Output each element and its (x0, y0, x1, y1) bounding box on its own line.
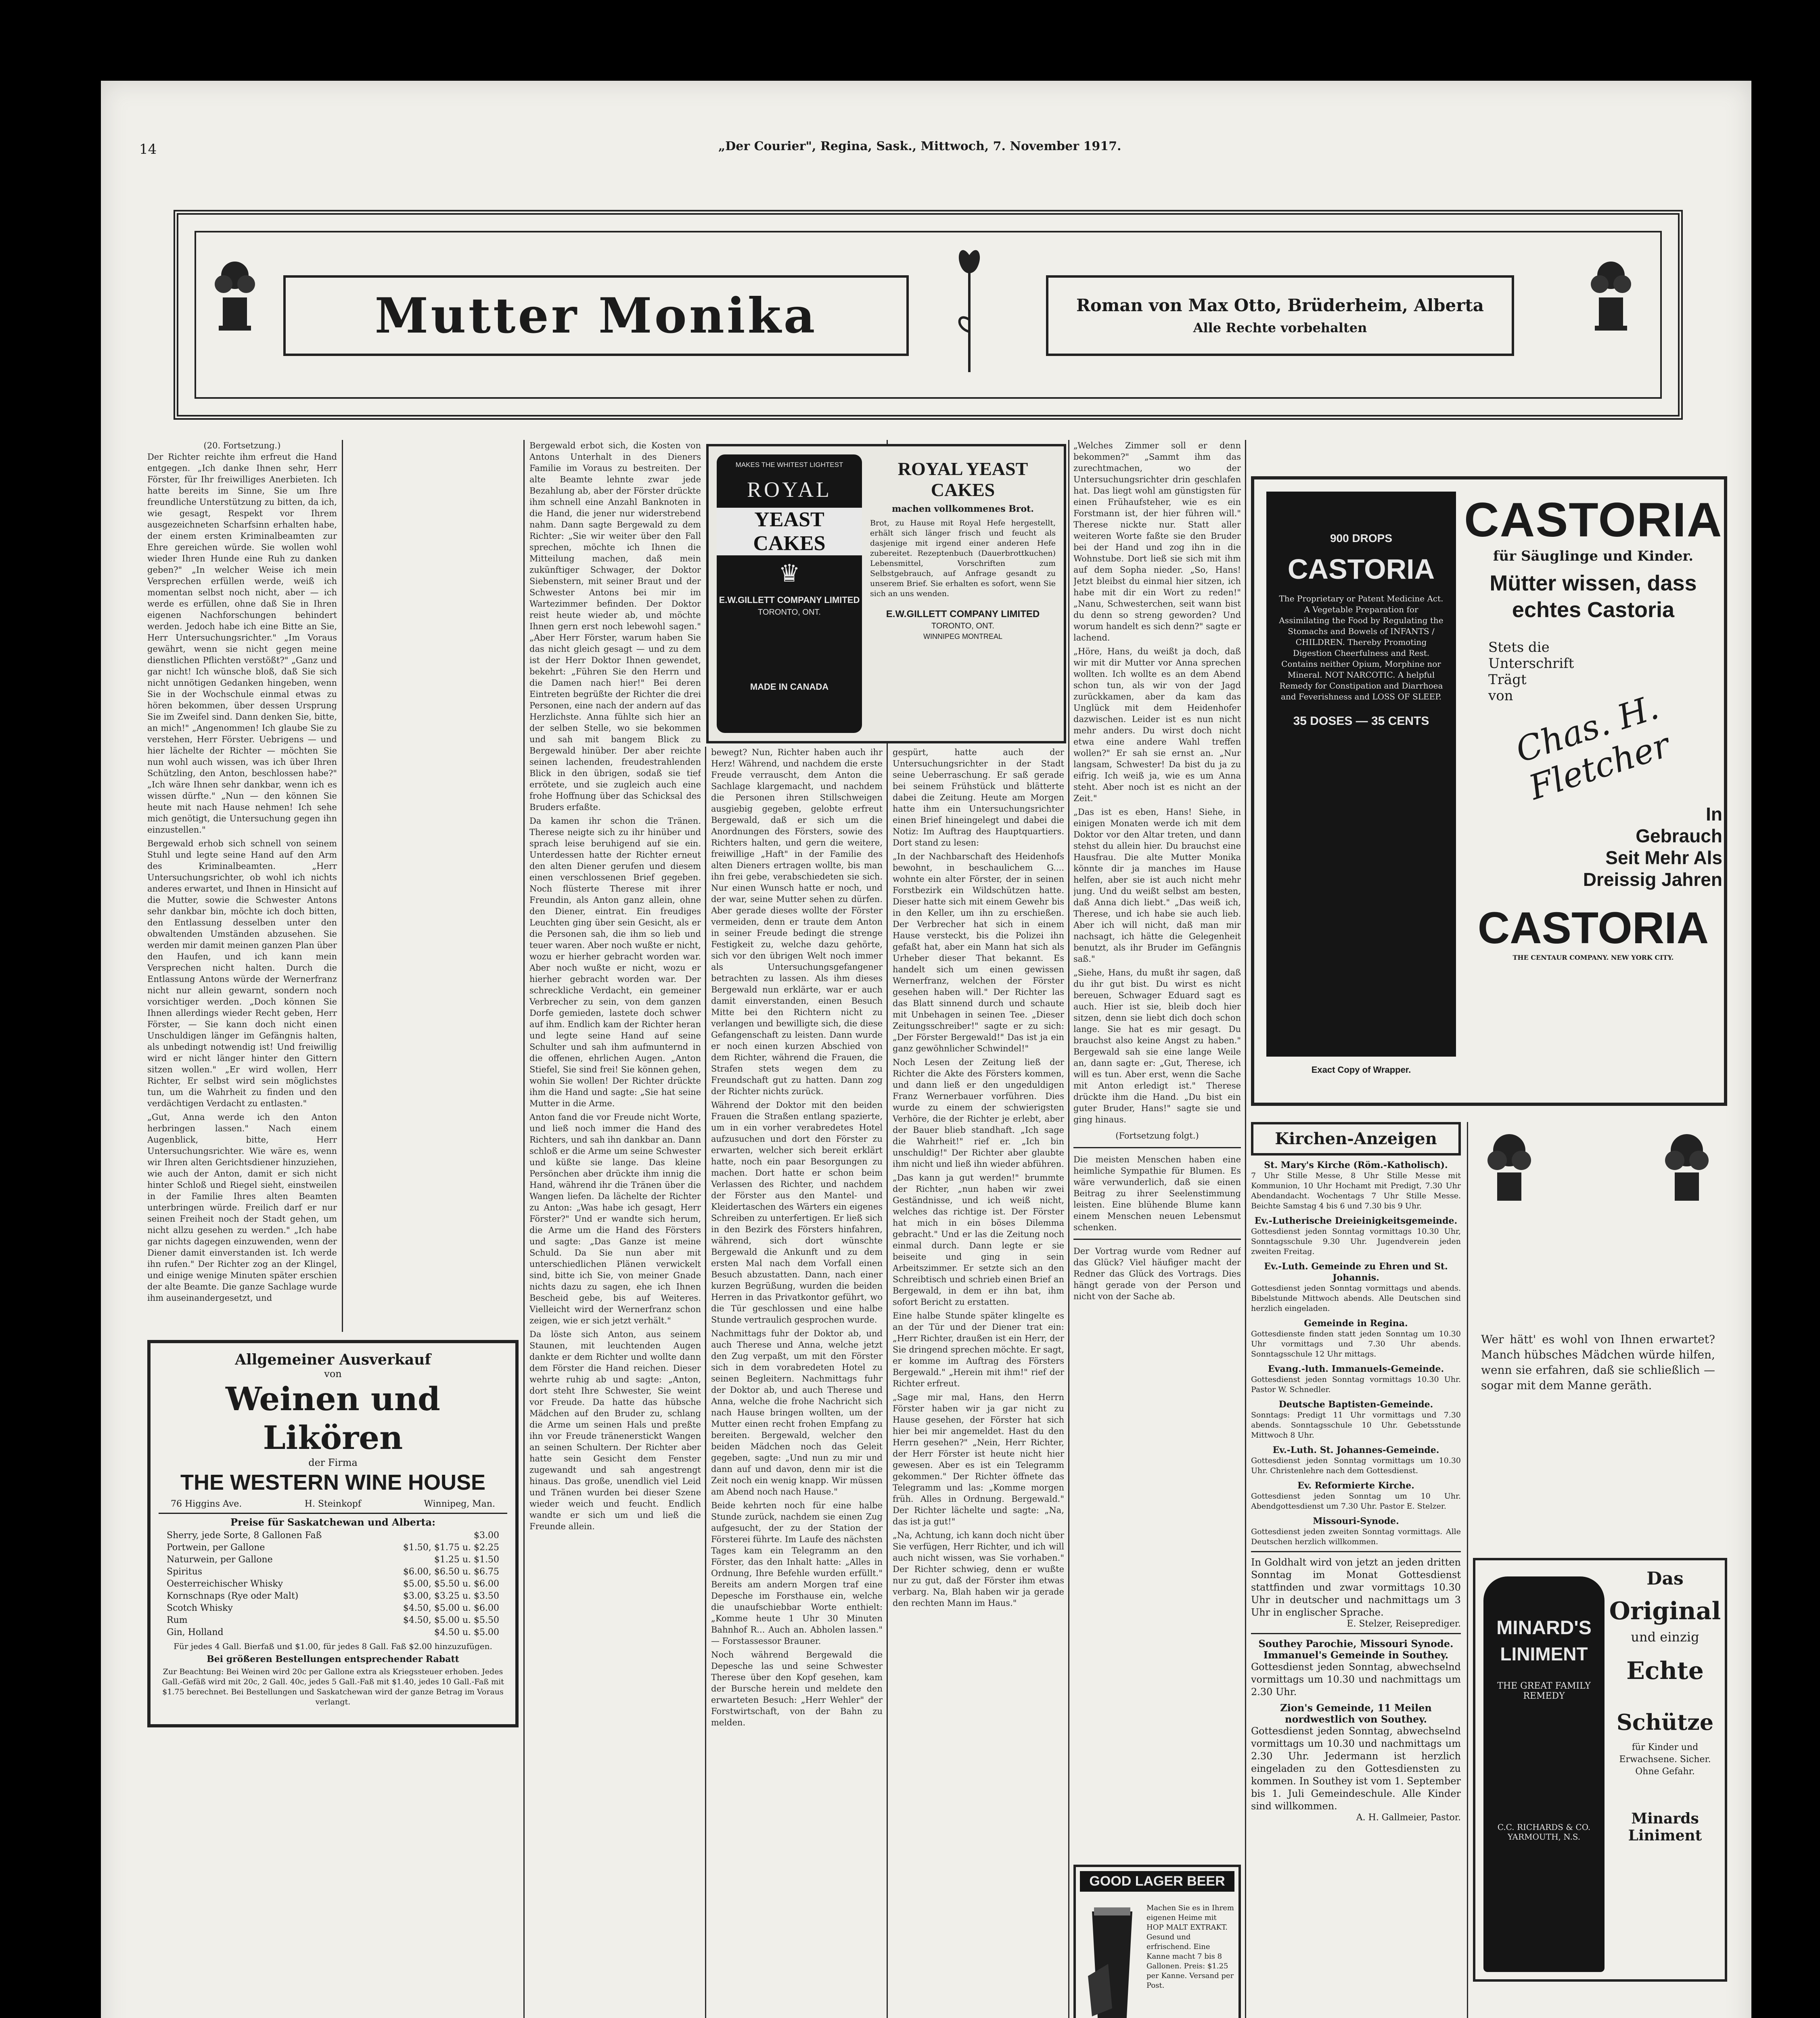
minard-label-sub: THE GREAT FAMILY REMEDY (1497, 1681, 1591, 1701)
yeast-ad (706, 444, 1066, 743)
castoria-line7: Seit Mehr Als (1605, 847, 1722, 868)
yeast-can-product: YEAST CAKES (717, 508, 862, 555)
church-entry-head: Gemeinde in Regina. (1304, 1318, 1408, 1329)
wine-item-price: $4.50, $5.00 u. $6.00 (403, 1603, 499, 1613)
minard-label-top: MINARD'S (1496, 1617, 1592, 1639)
wine-note3: Zur Beachtung: Bei Weinen wird 20c per Gallone extra als Kriegssteuer erhoben. Jedes Gall.-Gefäß wird mit 20c, 2 Gall. 40c, jedes 5 Gall.-Faß mit $1.40, jedes 10 Gall.-Faß mit $1.75 berechnet. Bei Bestellungen und Saskatchewan wird der ganze Betrag im Voraus verlangt. (162, 1667, 504, 1706)
castoria-line4: von (1488, 688, 1513, 704)
continued-label: (Fortsetzung folgt.) (1115, 1131, 1199, 1141)
paragraph: Der Vortrag wurde vom Redner auf das Glück? Viel häufiger macht der Redner das Glück des Vortrags. Dies hängt gerade von der Person und nicht von der Sache ab. (1073, 1246, 1241, 1301)
beer-title: GOOD LAGER BEER (1080, 1871, 1234, 1892)
church-entry-head: Evang.-luth. Immanuels-Gemeinde. (1268, 1364, 1444, 1374)
paragraph: Bergewald erbot sich, die Kosten von Antons Unterhalt in des Dieners Familie im Voraus zu bestreiten. Der alte Beamte lehnte zwar jede Bezahlung ab, aber der Förster drückte ihm schnell eine Anzahl Banknoten in die Hand, die jener nur widerstrebend nahm. Dann sagte Bergewald zu dem Richter: „Sie wir weiter über den Fall sprechen, möchte ich Ihnen die Mitteilung machen, daß mein zukünftiger Schwager, der Doktor Siebenstern, mit seiner Braut und der Schwester Antons bei mir im Wartezimmer befinden. Der Doktor reist heute wieder ab, und möchte Ihnen gern erst noch lebewohl sagen." „Aber Herr Förster, warum haben Sie das nicht gleich gesagt — und zu dem ist der Herr Doktor Ihnen gewendet, bekehrt: „Führen Sie den Herrn und die Damen nach hier!" Bei deren Eintreten begrüßte der Richter die drei Personen, eine nach der andern auf das Herzlichste. Anna fühlte sich hier an der selben Stelle, wo sie bekommen und sah mit bangem Blick zu Bergewald hinüber. Der aber reichte seinen lachenden, freudestrahlenden Blick in den übrigen, sodaß sie tief errötete, und sie zugleich auch eine frohe Hoffnung über das Schicksal des Bruders erfaßte. (529, 441, 701, 812)
wine-item-price: $5.00, $5.50 u. $6.00 (403, 1579, 499, 1589)
wine-price-row (167, 1530, 499, 1542)
wine-price-row (167, 1566, 499, 1578)
minard-label-mid: LINIMENT (1500, 1643, 1588, 1664)
wine-ad (147, 1340, 519, 1727)
wine-item-name: Spiritus (167, 1567, 203, 1577)
column-rule (342, 440, 343, 1332)
wine-price-header: Preise für Saskatchewan und Alberta: (230, 1516, 435, 1528)
minard-side3: und einzig (1631, 1629, 1699, 1645)
castoria-box-brand: CASTORIA (1287, 553, 1435, 585)
castoria-wrapper-caption: Exact Copy of Wrapper. (1311, 1065, 1411, 1075)
wine-item-name: Scotch Whisky (167, 1603, 233, 1613)
minard-side7: Minards (1631, 1810, 1699, 1827)
wine-price-row (167, 1627, 499, 1639)
wine-item-price: $3.00 (474, 1530, 499, 1541)
paragraph: „Sage mir mal, Hans, den Herrn Förster haben wir ja gar nicht zu Hause gesehen, der Förster hat sich hier bei mir angemeldet. Hast du den Herrn gesehen?" „Nein, Herr Richter, der Herr Förster ist heute nicht hier gewesen. Aber es ist ein Telegramm gekommen." Der Richter öffnete das Telegramm und las: „Komme morgen früh. Alles in Ordnung. Bergewald." Der Richter lächelte und sagte: „Na, das ist ja gut!" (893, 1392, 1064, 1526)
paragraph: Der Richter reichte ihm erfreut die Hand entgegen. „Ich danke Ihnen sehr, Herr Förster, für Ihr freiwilliges Anerbieten. Ich hatte bereits im Sinne, Sie um Ihre freundliche Unterstützung zu bitten, da ich, wie gesagt, Respekt vor Ihrem ausgezeichneten Scharfsinn erhalten habe, der einem ersten Kriminalbeamten zur Ehre gereichen würde. Sie wollen wohl wieder Ihren Hunde eine Ruh zu danken geben?" „In welcher Weise ich mein Versprechen erfüllen werde, weiß ich momentan selbst noch nicht, aber — ich werde es erfüllen, ohne daß Sie in Ihren eigenen Nachforschungen behindert werden. Jedoch habe ich eine Bitte an Sie, Herr Untersuchungsrichter." „Im Voraus gewährt, wenn sie nicht gegen meine dienstlichen Pflichten verstößt?" „Ganz und gar nicht! Ich wünsche bloß, daß Sie sich nicht unnötigen Gedanken hingeben, wenn Sie in der Wochschule einmal etwas zu hören bekommen, über dessen Ursprung Sie im Zweifel sind. Dann denken Sie, bitte, an mich!" „Angenommen! Ich glaube Sie zu verstehen, Herr Förster. Uebrigens — und hier lächelte der Richter — möchten Sie nun wohl auch wissen, was ich über Ihren Schützling, den Anton, beschlossen habe?" „Ich wäre Ihnen sehr dankbar, wenn ich es wissen dürfte." „Nun — den können Sie heute mit nach Hause nehmen! Ich sehe mich genötigt, die Untersuchung gegen ihn einzustellen." (147, 452, 337, 835)
castoria-copy (1464, 492, 1722, 1089)
castoria-line2: Unterschrift (1488, 655, 1574, 672)
column-rule (1068, 440, 1069, 2018)
castoria-box-text: The Proprietary or Patent Medicine Act. A Vegetable Preparation for Assimilating the Food by Regulating the Stomachs and Bowels of INFANTS / CHILDREN. Thereby Promoting Digestion Cheerfulness and Rest. Contains neither Opium, Morphine nor Mineral. NOT NARCOTIC. A helpful Remedy for Constipation and Diarrhoea and Feverishness and LOSS OF SLEEP. (1279, 594, 1443, 701)
title-box (283, 275, 909, 356)
minard-side1: Das (1646, 1568, 1684, 1589)
church-list (1251, 1160, 1461, 1547)
paragraph: Anton fand die vor Freude nicht Worte, und ließ noch immer die Hand des Richters, und sah ihn dankbar an. Dann schloß er die Arme um seine Schwester und küßte sie lange. Das kleine Persönchen aber drückte ihm innig die Hand, während ihr die Tränen über die Wangen liefen. Da lächelte der Richter zu Anton: „Was habe ich gesagt, Herr Förster?" Und er wandte sich herum, die Arme um die Hand des Försters und sagte: „Das Ganze ist meine Schuld. Da Sie nun aber mit unterschiedlichen Plänen verwickelt sind, bitte ich Sie, von meiner Gnade nichts dazu zu sagen, ehe ich Ihnen Bescheid gebe, bis auf Weiteres. Vielleicht wird der Wernerfranz schon zeigen, wie er sich jetzt verhält." (529, 1112, 701, 1325)
castoria-line3: Trägt (1488, 672, 1527, 688)
church-entry-head: Ev. Reformierte Kirche. (1297, 1480, 1414, 1491)
church-entry-body: Sonntags: Predigt 11 Uhr vormittags und 7.30 abends. Sonntagsschule 10 Uhr. Gebetsstunde Mittwoch 8 Uhr. (1251, 1411, 1461, 1440)
castoria-line5: In (1706, 804, 1722, 825)
wine-price-row (167, 1554, 499, 1566)
yeast-can-sub: MADE IN CANADA (750, 682, 829, 692)
yeast-can-top: MAKES THE WHITEST LIGHTEST (735, 461, 843, 469)
wine-price-row (167, 1542, 499, 1554)
girl-ad (1473, 1122, 1723, 1550)
castoria-line8: Dreissig Jahren (1583, 869, 1722, 890)
zion-sign: A. H. Gallmeier, Pastor. (1356, 1813, 1461, 1823)
southey-head: Southey Parochie, Missouri Synode. Immanuel's Gemeinde in Southey. (1258, 1638, 1454, 1661)
zion-notice: Gottesdienst jeden Sonntag, abwechselnd vormittags um 10.30 und nachmittags um 2.30 Uhr. Jedermann ist herzlich eingeladen zu den Gottesdiensten zu kommen. In Southey ist vom 1. September bis 1. Juli Gemeindeschule. Alle Kinder sind willkommen. (1251, 1725, 1461, 1812)
goldhalt-notice: In Goldhalt wird von jetzt an jeden dritten Sonntag im Monat Gottesdienst stattfinden und zwar vormittags 10.30 Uhr in deutscher und nachmittags um 3 Uhr in englischer Sprache. (1251, 1557, 1461, 1618)
yeast-city: TORONTO, ONT. (931, 622, 994, 630)
church-entry-head: Missouri-Synode. (1313, 1516, 1399, 1526)
church-entry-body: Gottesdienst jeden Sonntag vormittags um 10.30 Uhr. Christenlehre nach dem Gottesdienst. (1251, 1456, 1461, 1475)
wine-title: Weinen und Likören (226, 1380, 440, 1457)
paragraph: Eine halbe Stunde später klingelte es an der Tür und der Diener trat ein: „Herr Richter, draußen ist ein Herr, der Sie dringend sprechen möchte. Er sagt, er komme im Auftrag des Försters Bergewald." „Herein mit ihm!" rief der Richter erfreut. (893, 1311, 1064, 1388)
wine-item-price: $4.50 u. $5.00 (434, 1627, 499, 1637)
crown-icon: ♛ (778, 559, 800, 588)
wine-address (171, 1498, 495, 1510)
castoria-footer-company: THE CENTAUR COMPANY. NEW YORK CITY. (1512, 954, 1674, 961)
paragraph: Nachmittags fuhr der Doktor ab, und auch Therese und Anna, welche jetzt den Zug verpaßt, um mit den Förster sich in dem vorabredeten Hotel zu seinen Begleitern. Nachmittags fuhr der Doktor ab, und auch Therese und Anna, welche die frohe Nachricht sich nach Hause bringen wollten, um der Mutter einen recht frohen Empfang zu bereiten. Bergewald, welcher den beiden Mädchen noch das Geleit gegeben, sagte: „Und nun zu mir und dann auf und davon, denn mir ist die Zeit noch ein wenig knapp. Wir müssen am Abend noch nach Hause." (711, 1329, 883, 1497)
castoria-subtitle: für Säuglinge und Kinder. (1493, 548, 1694, 564)
yeast-can-brand: ROYAL (747, 477, 832, 502)
yeast-title: ROYAL YEAST CAKES (897, 458, 1028, 500)
church-entry-body: Gottesdienste finden statt jeden Sonntag um 10.30 Uhr vormittags und 7.30 Uhr abends. Sonntagsschule 12 Uhr mittags. (1251, 1329, 1461, 1359)
installment-label: (20. Fortsetzung.) (203, 441, 281, 450)
minard-bottle (1483, 1576, 1605, 1972)
beer-glass-icon (1084, 1903, 1140, 2018)
paragraph: „Welches Zimmer soll er denn bekommen?" „Sammt ihm das zurechtmachen, wo der Untersuchungsrichter drin geschlafen hat. Das liegt wohl am günstigsten für einen Frühaufsteher, wie es ein Forstmann ist, der hier führen will." Therese nickte nur. Statt aller weiteren Worte faßte sie den Bruder bei der Hand und zog ihn in die Wohnstube. Dort ließ sie sich mit ihm auf dem Sopha nieder. „So, Hans! Jetzt bleibst du einmal hier sitzen, ich habe mit dir ein Wort zu reden!" „Nanu, Schwesterchen, seit wann bist du denn so streng geworden? Und worum handelt es sich denn?" sagte er lachend. (1073, 441, 1241, 643)
column-rule (523, 440, 525, 2018)
story-column-5 (1073, 440, 1241, 1853)
church-entry-body: Gottesdienst jeden Sonntag vormittags 10.30 Uhr, Sonntagsschule 9.30 Uhr. Jugendverein jeden zweiten Freitag. (1251, 1227, 1461, 1256)
church-entry-head: St. Mary's Kirche (Röm.-Katholisch). (1264, 1160, 1448, 1170)
flower-pot-icon (211, 259, 259, 336)
wine-line3: der Firma (308, 1457, 358, 1468)
church-notices (1251, 1122, 1461, 2018)
column-rule (1467, 1122, 1468, 2018)
goldhalt-sign: E. Stelzer, Reiseprediger. (1347, 1619, 1461, 1629)
wine-line1: Allgemeiner Ausverkauf (235, 1351, 431, 1368)
castoria-title: CASTORIA (1464, 493, 1723, 547)
minard-side8: Liniment (1628, 1827, 1702, 1844)
wine-line2: von (324, 1368, 342, 1380)
paragraph: „Gut, Anna werde ich den Anton herbringen lassen." Nach einem Augenblick, bitte, Herr Untersuchungsrichter. Wie wäre es, wenn wir Ihren alten Gerichtsdiener hinzuziehen, wie auch der Anton, damit er sich nicht hinter Schloß und Riegel sieht, einstweilen in der Familie Ihres alten Beamten unterbringen würde. Freilich darf er nur seinen Freiheit noch der Stadt gehen, um nicht allzu gesehen zu werden." „Ich habe gar nichts dagegen einzuwenden, wenn der Diener damit einverstanden ist. Ich werde ihn rufen." Der Richter zog an der Klingel, und einige wenige Minuten später erschien der alte Beamte. Die ganze Sachlage wurde ihm auseinandergesetzt, und (147, 1112, 337, 1303)
paragraph: „Höre, Hans, du weißt ja doch, daß wir mit dir Mutter vor Anna sprechen wollten. Ich wollte es an dem Abend schon tun, als wir von der Jagd zurückkamen, aber da kam das Unglück mit dem Heidenhofer dazwischen. Leider ist es nun nicht mehr anders. Du wirst doch nicht etwa eine andere Wahl treffen wollen?" Er sah sie ernst an. „Nur langsam, Schwester! Da bist du ja zu eifrig. Ich weiß ja, wie es um Anna steht. Aber noch ist es nicht an der Zeit." (1073, 647, 1241, 803)
zion-head: Zion's Gemeinde, 11 Meilen nordwestlich von Southey. (1280, 1702, 1432, 1725)
story-column-2 (529, 440, 701, 2018)
minard-side2: Original (1609, 1597, 1721, 1625)
castoria-box-doses: 35 DOSES — 35 CENTS (1293, 714, 1429, 728)
church-entry-body: Gottesdienst jeden Sonntag um 10 Uhr. Abendgottesdienst um 7.30 Uhr. Pastor E. Stelzer. (1251, 1492, 1461, 1511)
church-entry-body: Gottesdienst jeden zweiten Sonntag vormittags. Alle Deutschen herzlich willkommen. (1251, 1527, 1461, 1546)
church-entry-head: Ev.-Lutherische Dreieinigkeitsgemeinde. (1254, 1216, 1458, 1226)
wine-address-owner: H. Steinkopf (304, 1499, 361, 1509)
paragraph: bewegt? Nun, Richter haben auch ihr Herz! Während, und nachdem die erste Freude verrauscht, dem Anton die Sachlage klargemacht, und nachdem die Personen ihren Stillschweigen ausgiebig gegeben, gelobte erfreut Bergewald, daß er sich um die Anordnungen des Försters, sowie des Richters halten, und gern die weitere, freiwillige „Haft" in der Familie des alten Dieners ertragen wollte, bis man ihn frei gebe, verabschiedeten sie sich. Nur einen Wunsch hatte er noch, und der war, seine Mutter sehen zu dürfen. Aber gerade dieses wollte der Förster vermeiden, denn er traute dem Anton in seiner Freude bedingt die strenge Festigkeit zu, welche dazu gehörte, sich vor den übrigen Welt noch immer als Untersuchungsgefangener betrachten zu lassen. Als ihm dieses Bergewald nun erklärte, war er auch damit einverstanden, einen Besuch Mitte bei den Richtern nicht zu verlangen und bewilligte sich, die diese Gefangenschaft zu leisten. Dann wurde er noch einen kurzen Abschied von dem Richter, während die Frauen, die Strafen stets wegen dem zu Freundschaft gut zu hatten. Dann zog der Richter nichts zurück. (711, 747, 883, 1096)
church-entry-head: Ev.-Luth. Gemeinde zu Ehren und St. Johannis. (1264, 1261, 1448, 1283)
wine-item-price: $4.50, $5.00 u. $5.50 (403, 1615, 499, 1625)
paragraph: „Siehe, Hans, du mußt ihr sagen, daß du ihr gut bist. Du wirst es nicht bereuen, Schwager Eduard sagt es auch. Hier ist sie, bleib doch hier sitzen, denn sie liebt dich doch schon lange. Sie hat es mir gesagt. Du brauchst also keine Angst zu haben." Bergewald sah sie eine lange Weile an, dann sagte er: „Gut, Therese, ich will es tun. Aber erst, wenn die Sache mit Anton erledigt ist." Therese drückte ihm die Hand. „Du bist ein guter Bruder, Hans!" sagte sie und ging hinaus. (1073, 968, 1241, 1124)
paragraph: Bergewald erhob sich schnell von seinem Stuhl und legte seine Hand auf den Arm des Kriminalbeamten. „Herr Untersuchungsrichter, ob wohl ich nichts anderes erwartet, und Ihnen in Hinsicht auf die Mutter, sowie die Schwester Antons sehr dankbar bin, möchte ich doch bitten, den Entlassung desselben unter den obwaltenden Umständen abzusehen. Sie werden mir damit meinen ganzen Plan über den Haufen, und ich kann mein Versprechen nicht halten. Durch die Entlassung Antons würde der Wernerfranz nicht nur allein gewarnt, sondern noch vorsichtiger werden. „Doch können Sie Ihnen allerdings wieder Recht geben, Herr Förster, — Sie kann doch nicht einen Unschuldigen länger im Gefängnis halten, als unbedingt notwendig ist! Und freiwillig wird er nicht länger hinter den Gittern sitzen wollen." „Er wird wollen, Herr Richter, Er selbst wird sein möglichstes tun, um die Wahrheit zu finden und den verdächtigen Verdacht zu entlasten." (147, 839, 337, 1108)
paragraph: Da löste sich Anton, aus seinem Staunen, mit leuchtenden Augen dankte er dem Richter und wollte dann dem Förster die Hand reichen. Dieser wehrte ruhig ab und sagte: „Anton, dort steht Ihre Schwester, Sie weint vor Freude. Da hatte das hübsche Mädchen auf den Bruder zu, schlang die Arme um seinen Hals und preßte ihn vor Freude tränenerstickt Wangen an seinen Schultern. Der Richter aber hatte sein Gesicht dem Fenster zugewandt und sah angestrengt hinaus. Das große, unendlich viel Leid und Tränen wurden bei dieser Szene wieder weich und feucht. Endlich wandte er sich um und ließ die Freunde allein. (529, 1329, 701, 1531)
wine-item-price: $6.00, $6.50 u. $6.75 (403, 1567, 499, 1577)
paragraph: „Na, Achtung, ich kann doch nicht über Sie verfügen, Herr Richter, und ich will auch nicht wissen, was Sie vorhaben." Der Richter schwieg, denn er wußte nur zu gut, daß der Förster ihm etwas verbarg. Na, Blah haben wir ja gerade den rechten Mann im Haus." (893, 1530, 1064, 1608)
wine-price-row (167, 1614, 499, 1627)
wine-note2: Bei größeren Bestellungen entsprechender Rabatt (207, 1654, 459, 1664)
wine-address-street: 76 Higgins Ave. (171, 1499, 242, 1509)
church-entry-head: Ev.-Luth. St. Johannes-Gemeinde. (1272, 1445, 1439, 1455)
minard-side5: Schütze (1616, 1709, 1714, 1735)
paragraph: Noch Lesen der Zeitung ließ der Richter die Akte des Försters kommen, und dann ließ er den ungeduldigen Franz Wernerbauer vorführen. Dies wurde zu einem der schwierigsten Verhöre, die der Richter je erlebt, aber der Bauer blieb standhaft. „Ich sage die Wahrheit!" rief er. „Ich bin unschuldig!" Der Richter aber glaubte ihm nicht und ließ ihn wieder abführen. (893, 1057, 1064, 1169)
serial-title: Mutter Monika (374, 287, 818, 344)
paragraph: gespürt, hatte auch der Untersuchungsrichter in der Stadt seine Ueberraschung. Er saß gerade bei seinem Frühstück und blätterte dabei die Zeitung. Heute am Morgen hatte ihm ein Untersuchungsrichter einen Brief hineingelegt und dabei die Notiz: Im Auftrag des Hauptquartiers. Dort stand zu lesen: (893, 747, 1064, 848)
column-rule (1245, 440, 1246, 2018)
wine-address-city: Winnipeg, Man. (424, 1499, 495, 1509)
fletcher-signature: Chas. H. Fletcher (1511, 687, 1675, 808)
minard-label-bottom: C.C. RICHARDS & CO. YARMOUTH, N.S. (1497, 1822, 1591, 1842)
wine-item-name: Gin, Holland (167, 1627, 224, 1637)
story-column-4 (893, 747, 1064, 2018)
yeast-body: Brot, zu Hause mit Royal Hefe hergestellt, erhält sich länger frisch und feucht als dasjenige mit irgend einer anderen Hefe zubereitet. Rezeptenbuch (Dauerbrottkuchen) Lebensmittel, Vorschriften zum Selbstgebrauch, auf Anfrage gesandt zu unserem Brief. Sie erhalten es sofort, wenn Sie sich an uns wenden. (870, 519, 1056, 598)
minard-ad (1473, 1558, 1727, 1982)
castoria-line1: Stets die (1488, 639, 1550, 655)
newspaper-page (101, 81, 1751, 2018)
paragraph: „Das kann ja gut werden!" brummte der Richter, „nun haben wir zwei Geständnisse, und ich weiß nicht, welches das richtige ist. Der Förster hat mich in ein böses Dilemma gebracht." Und er las die Zeitung noch einmal durch. Dann legte er sie beiseite und ging in sein Arbeitszimmer. Er setzte sich an den Schreibtisch und schrieb einen Brief an Bergewald, in dem er ihn bat, ihm sofort Bericht zu erstatten. (893, 1173, 1064, 1307)
yeast-subtitle: machen vollkommenes Brot. (892, 504, 1034, 514)
serial-byline: Roman von Max Otto, Brüderheim, Alberta (1076, 295, 1484, 315)
byline-box (1046, 275, 1514, 356)
wine-item-name: Portwein, per Gallone (167, 1543, 265, 1553)
castoria-footer-brand: CASTORIA (1477, 903, 1709, 953)
yeast-ad-copy (870, 458, 1056, 733)
hat-ornament-icon (1659, 1130, 1715, 1211)
castoria-headline: Mütter wissen, dass echtes Castoria (1489, 571, 1697, 622)
church-title: Kirchen-Anzeigen (1251, 1122, 1461, 1156)
wine-item-name: Oesterreichischer Whisky (167, 1579, 283, 1589)
church-entry-body: 7 Uhr Stille Messe, 8 Uhr Stille Messe mit Kommunion, 10 Uhr Hochamt mit Predigt, 7.30 Uhr Abendandacht. Wochentags 7 Uhr Stille Messe. Beichte Samstag 4 bis 6 und 7.30 bis 9 Uhr. (1251, 1171, 1461, 1210)
tulip-ornament-icon (953, 239, 985, 376)
paragraph: Noch während Bergewald die Depesche las und seine Schwester Therese über den Kopf gesehen, kam der Bursche herein und meldete den erwarteten Besuch: „Herr Wehler" der Forstwirtschaft, von der Bahn zu melden. (711, 1650, 883, 1727)
flower-pot-icon (1587, 259, 1635, 336)
minard-copy (1609, 1568, 1722, 1844)
church-entry-body: Gottesdienst jeden Sonntag vormittags und abends. Bibelstunde Mittwoch abends. Alle Deutschen sind herzlich eingeladen. (1251, 1284, 1461, 1313)
castoria-box-drops: 900 DROPS (1330, 532, 1393, 544)
wine-item-name: Naturwein, per Gallone (167, 1555, 273, 1565)
yeast-can-company: E.W.GILLETT COMPANY LIMITED (719, 595, 860, 605)
castoria-box (1266, 492, 1456, 1057)
girl-ad-text: Wer hätt' es wohl von Ihnen erwartet? Manch hübsches Mädchen würde hilfen, wenn sie erfahren, daß sie schließlich — sogar mit dem Manne geräth. (1481, 1333, 1715, 1392)
minard-side6: für Kinder und Erwachsene. Sicher. Ohne Gefahr. (1619, 1742, 1711, 1777)
wine-item-price: $1.25 u. $1.50 (434, 1555, 499, 1565)
castoria-ad (1251, 476, 1727, 1106)
serial-banner (174, 210, 1683, 420)
yeast-can-city: TORONTO, ONT. (758, 608, 821, 617)
paragraph: Beide kehrten noch für eine halbe Stunde zurück, nachdem sie einen Zug aufgesucht, der zu der Station der Försterei führte. Im Laufe des nächsten Tages kam ein Telegramm an den Förster, das den Inhalt hatte: „Alles in Ordnung, Ihre Befehle wurden erfüllt." Bereits am andern Morgen traf eine Depesche im Forsthause ein, welche die unaufschiebbar Worte enthielt: „Komme heute 1 Uhr 30 Minuten Bahnhof R... Auch an. Abholen lassen." — Forstassessor Brauner. (711, 1501, 883, 1646)
wine-price-row (167, 1578, 499, 1590)
beer-body: Machen Sie es in Ihrem eigenen Heime mit HOP MALT EXTRAKT. Gesund und erfrischend. Eine Kanne macht 7 bis 8 Gallonen. Preis: $1.25 per Kanne. Versand per Post. (1146, 1904, 1234, 1990)
story-column-1 (147, 440, 337, 1328)
paragraph: „In der Nachbarschaft des Heidenhofs bewohnt, in beschaulichem G.... wohnte ein alter Förster, der in seinen Forstbezirk ein Wildschützen hatte. Dieser hatte sich mit einem Gewehr bis in den Keller, um ihn zu erschießen. Der Verbrecher hat sich in einem Hause versteckt, bis die Polizei ihn gefaßt hat, aber ein Mann hat sich als Urheber dieser That bekannt. Es handelt sich um einen gewissen Wernerfranz, welchen der Förster gesehen haben will." Der Richter las das Blatt sinnend durch und schaute mit Unbehagen in seinen Tee. „Dieser Zeitungsschreiber!" sagte er zu sich: „Der Förster Bergewald!" Das ist ja ein ganz gewöhnlicher Schwindel!" (893, 852, 1064, 1053)
wine-price-list (167, 1530, 499, 1639)
page-number: 14 (139, 141, 157, 157)
paragraph: Während der Doktor mit den beiden Frauen die Straßen entlang spazierte, um in ein vorher verabredetes Hotel aufzusuchen und dort den Förster zu erwarten, welcher sich bereit erklärt hatte, noch ein paar Besorgungen zu machen. Dort hatte er schon beim Verlassen des Richter, und nachdem der Förster aus den Mantel- und Kleidertaschen des Wärters ein eigenes Schreiben zu unterfertigen. Er ließ sich in den Bezirk des Försters hinfahren, während, sich dort wünschte Bergewald die Ankunft und zu dem ersten Mal nach dem Vorfall einen Besuch abzustatten. Dann, nach einer kurzen Begrüßung, wurden die beiden Herren in das Privatkontor geführt, wo die Tür geschlossen und eine halbe Stunde vertraulich gesprochen wurde. (711, 1100, 883, 1325)
castoria-line6: Gebrauch (1636, 825, 1722, 846)
column-rule (705, 747, 706, 2018)
wine-item-name: Rum (167, 1615, 188, 1625)
serial-rights: Alle Rechte vorbehalten (1193, 320, 1367, 335)
masthead: „Der Courier", Regina, Sask., Mittwoch, 7. November 1917. (718, 139, 1121, 153)
wine-item-price: $3.00, $3.25 u. $3.50 (403, 1591, 499, 1601)
wine-price-row (167, 1590, 499, 1602)
yeast-cities: WINNIPEG MONTREAL (923, 632, 1002, 641)
wine-note1: Für jedes 4 Gall. Bierfaß und $1.00, für jedes 8 Gall. Faß $2.00 hinzuzufügen. (174, 1641, 492, 1651)
church-entry-head: Deutsche Baptisten-Gemeinde. (1278, 1399, 1433, 1410)
yeast-can (717, 454, 862, 733)
paragraph: „Das ist es eben, Hans! Siehe, in einigen Monaten werde ich mit dem Doktor vor den Altar treten, und dann stehst du allein hier. Du brauchst eine Hausfrau. Die alte Mutter Monika könnte dir ja manches im Hause helfen, aber sie ist auch nicht mehr jung. Und du weißt selbst am besten, daß Anna dich liebt." „Das weiß ich, Therese, und ich habe sie auch lieb. Aber ich will nicht, daß man mir nachsagt, ich hätte die Gelegenheit benutzt, als ihr Bruder im Gefängnis saß." (1073, 807, 1241, 964)
paragraph: Da kamen ihr schon die Tränen. Therese neigte sich zu ihr hinüber und sprach leise beruhigend auf sie ein. Unterdessen hatte der Richter erneut den alten Diener gerufen und diesem einen verschlossenen Brief gegeben. Noch flüsterte Therese mit ihrer Freundin, als Anton ganz allein, ohne den Diener, eintrat. Ein freudiges Leuchten ging über sein Gesicht, als er die Personen sah, die ihm so lieb und teuer waren. Aber noch wußte er nicht, wozu er hierher gebracht worden war. Aber noch wußte er nicht, wozu er hierher gebracht worden war. Der schreckliche Verdacht, ein gemeiner Verbrecher zu sein, von dem ganzen Dorfe gemieden, lastete doch schwer auf ihm. Endlich kam der Richter heran und legte seine Hand auf seine Schulter und sah ihm aufmunternd in die offenen, ehrlichen Augen. „Anton Stiefel, Sie sind frei! Sie können gehen, wohin Sie wollen! Der Richter drückte ihm die Hand und sagte: „Sie hat seine Mutter in die Arme. (529, 816, 701, 1108)
story-column-3 (711, 747, 883, 2018)
wine-item-name: Kornschnaps (Rye oder Malt) (167, 1591, 299, 1601)
wine-item-name: Sherry, jede Sorte, 8 Gallonen Faß (167, 1530, 322, 1541)
hat-ornament-icon (1481, 1130, 1538, 1211)
church-entry-body: Gottesdienst jeden Sonntag vormittags 10.30 Uhr. Pastor W. Schnedler. (1251, 1375, 1461, 1394)
wine-price-row (167, 1602, 499, 1614)
southey-notice: Gottesdienst jeden Sonntag, abwechselnd vormittags um 10.30 und nachmittags um 2.30 Uhr. (1251, 1661, 1461, 1698)
yeast-company: E.W.GILLETT COMPANY LIMITED (886, 609, 1040, 620)
paragraph: Die meisten Menschen haben eine heimliche Sympathie für Blumen. Es wäre verwunderlich, daß sie einen Beitrag zu ihrer Seelenstimmung leisten. Eine blühende Blume kann einem Menschen neuen Lebensmut schenken. (1073, 1155, 1241, 1232)
minard-side4: Echte (1626, 1657, 1704, 1685)
wine-item-price: $1.50, $1.75 u. $2.25 (403, 1543, 499, 1553)
wine-firm: THE WESTERN WINE HOUSE (180, 1470, 486, 1495)
beer-ad (1073, 1865, 1241, 2018)
